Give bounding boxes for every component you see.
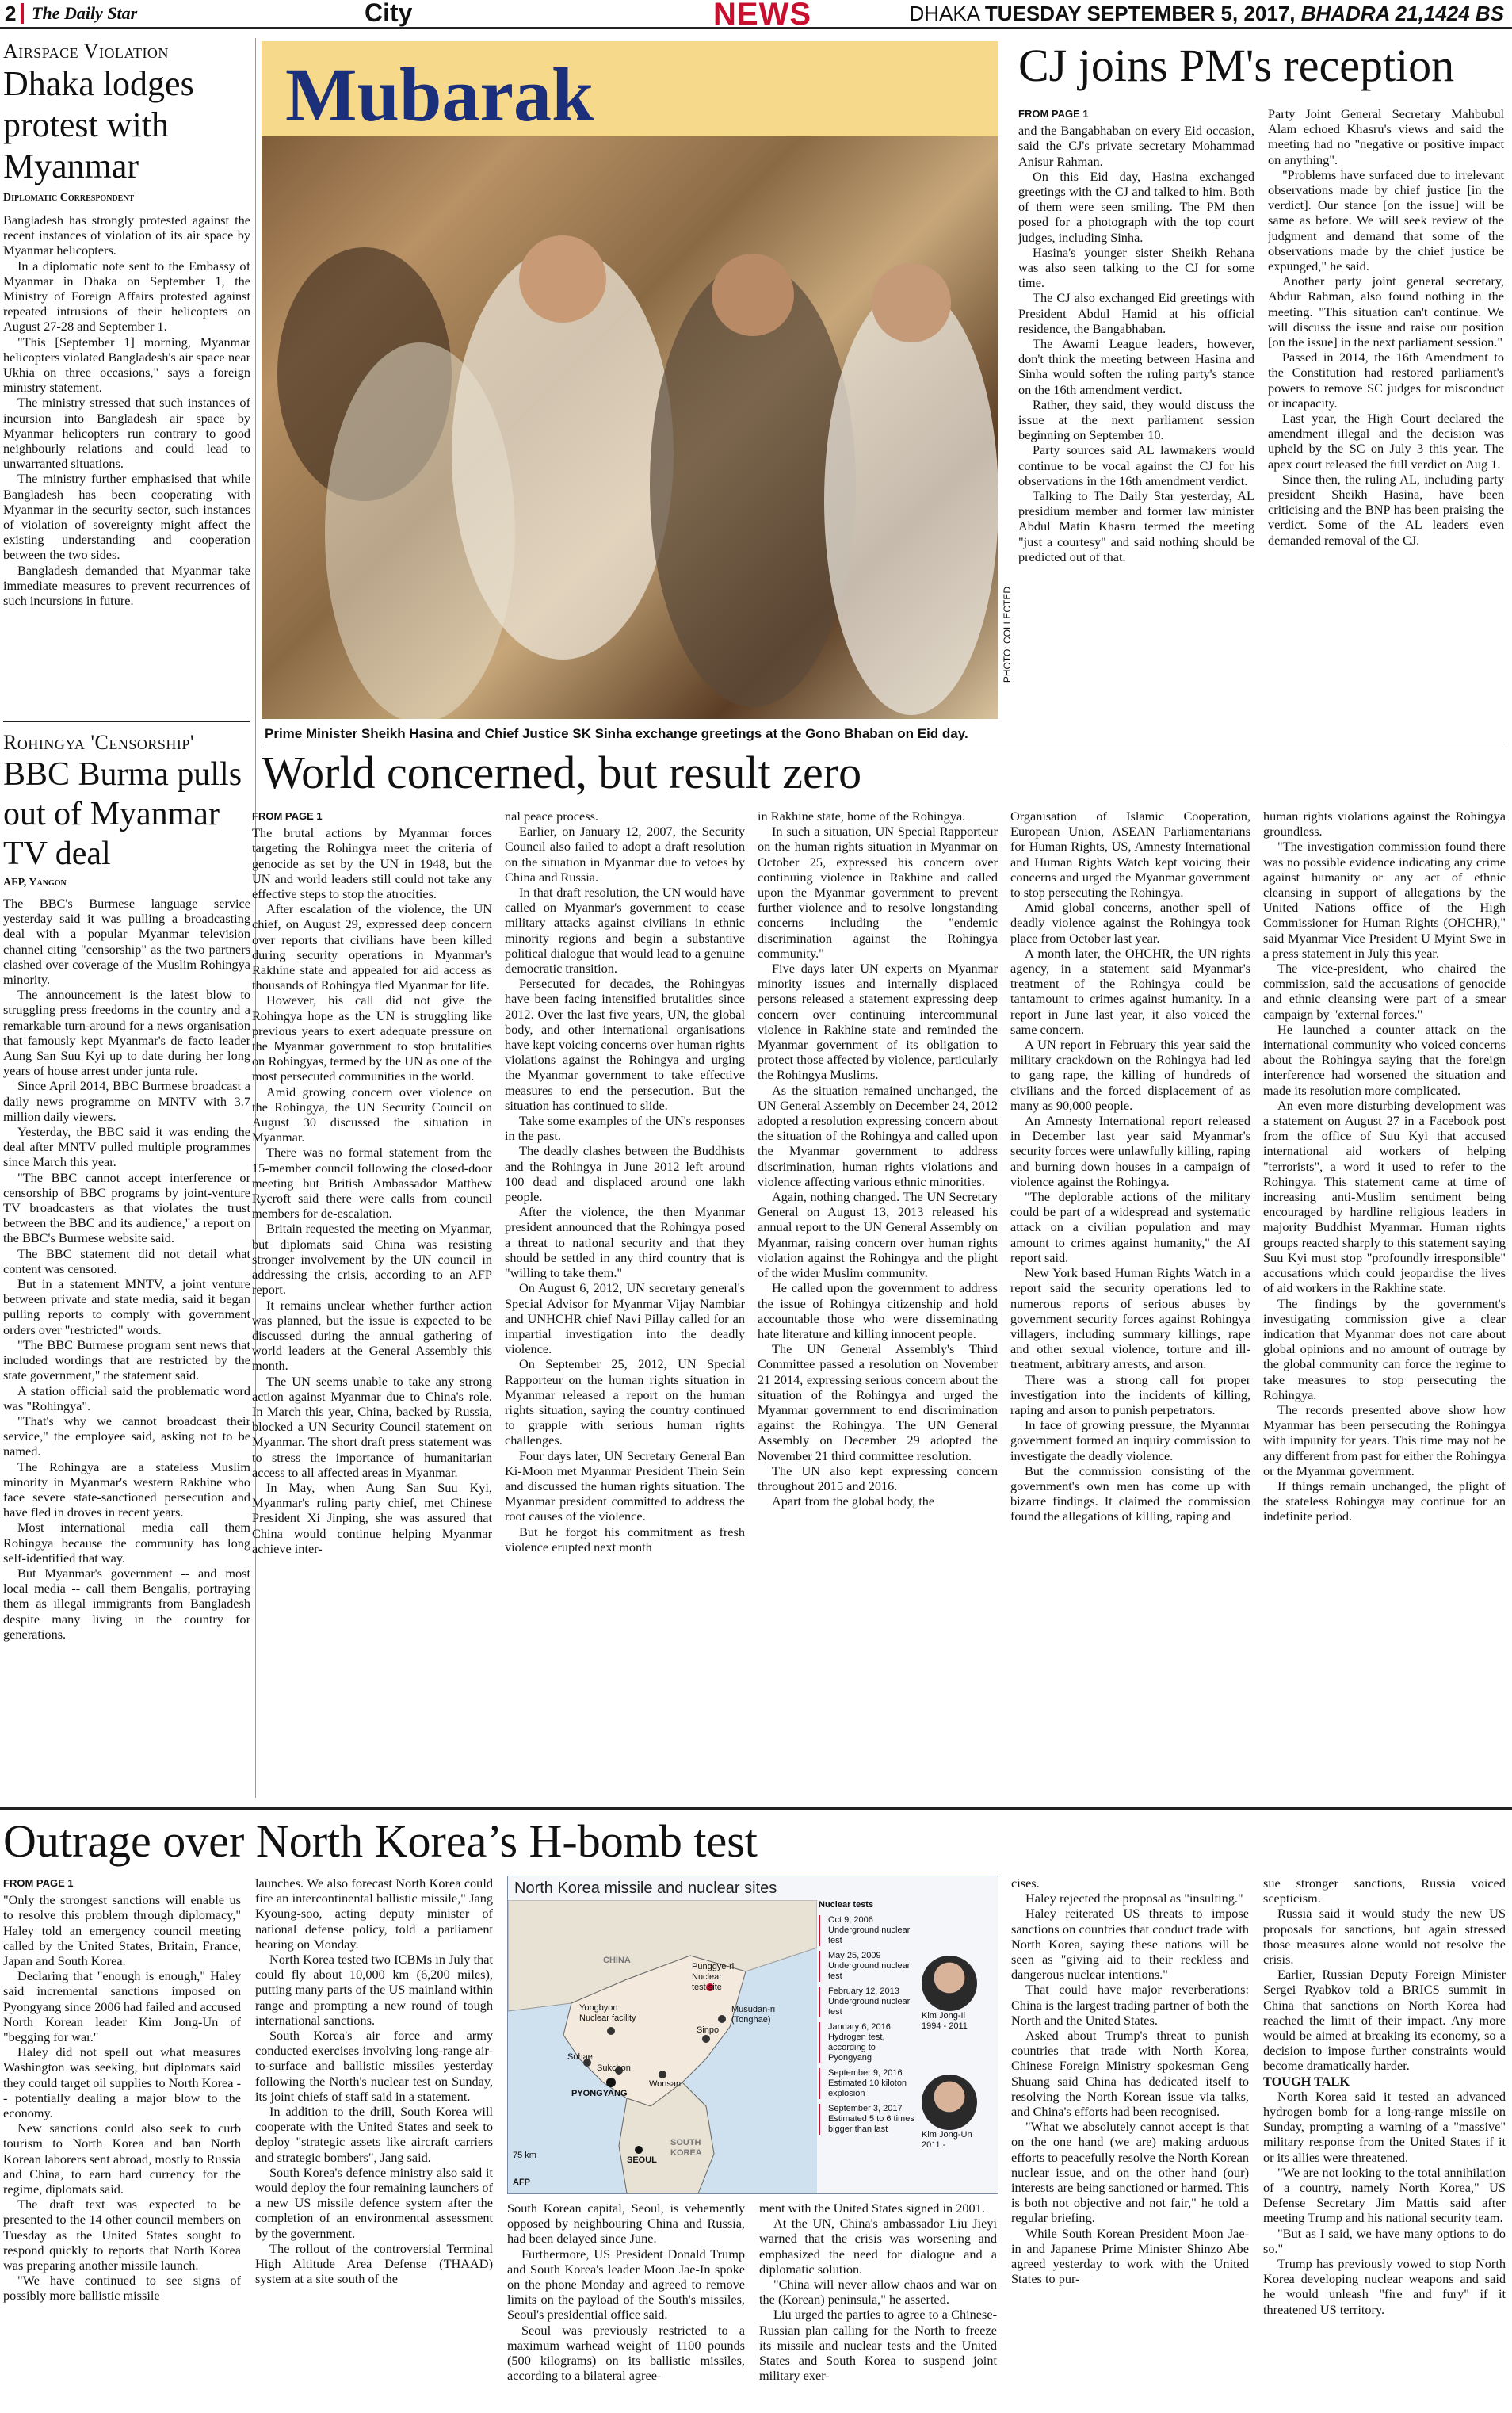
label-yongbyon: Yongbyon Nuclear facility [579,2003,636,2023]
paragraph: South Korean capital, Seoul, is vehemently opposed by neighbouring China and Russia, had been delayed since June. [507,2201,745,2247]
paragraph: The draft text was expected to be presented to the 14 other council members on Tuesday as the United States sought to respond quickly to reports that North Korea was preparing another missile launch. [3,2197,241,2273]
paragraph: The Awami League leaders, however, don't think the meeting between Hasina and Sinha would soften the ruling party's stance on the 16th amendment verdict. [1018,336,1254,397]
timeline-entry [819,1951,915,1982]
paragraph: Apart from the global body, the [772,1493,935,1509]
dateline-bangla-date: BHADRA 21,1424 BS [1300,2,1504,25]
bbc-kicker: Rohingya 'Censorship' [3,731,195,754]
dateline-place: DHAKA [909,2,979,25]
paragraph: But he forgot his commitment as fresh violence erupted next month [505,1524,745,1554]
section-label: City [365,0,413,27]
paragraph: Haley reiterated US threats to impose sanctions on countries that conduct trade with North Korea, saying these nations will be seen as "giving aid to their reckless and dangerous nuclear intentions." [1011,1906,1249,1983]
label-sohae: Sohae [567,2052,593,2062]
paragraph: Furthermore, US President Donald Trump and South Korea's leader Moon Jae-In spoke on the phone Monday and agreed to remove limits on the payload of the South's missiles, Seoul's presidential office said. [507,2246,745,2323]
paragraph: On September 25, 2012, UN Special Rapporteur on the human rights situation in Myanmar released a report on the human rights situation, saying the country continued to grapple with serious human rights challenges. [505,1356,745,1448]
photo-caption: Prime Minister Sheikh Hasina and Chief Justice SK Sinha exchange greetings at the Gono Bhaban on Eid day. [265,726,968,741]
paragraph: Since then, the ruling AL, including party president Sheikh Hasina, have been criticising and the BNP has been praising the verdict. Some of the AL leaders even demanded removal of the CJ. [1268,471,1504,548]
bbc-headline: BBC Burma pulls out of Myanmar TV deal [3,756,242,872]
paragraph: If things remain unchanged, the plight of the stateless Rohingya may continue for an indefinite period. [1263,1478,1506,1524]
paragraph: The UN seems unable to take any strong action against Myanmar due to China's role. In March this year, China, backed by Russia, blocked a UN Security Council statement on Myanmar. The short draft press statement was to stress the importance of humanitarian access to all affected areas in Myanmar. [252,1373,492,1480]
page-number: 2 [5,2,17,25]
paragraph: Amid global concerns, another spell of deadly violence against the Rohingya took place from October last year. [1010,900,1250,946]
paragraph: Last year, the High Court declared the amendment illegal and the decision was upheld by the SC on July 3 this year. The apex court released the full verdict on Aug 1. [1268,411,1504,472]
paragraph: The deadly clashes between the Buddhists and the Rohingya in June 2012 left around 100 dead and displaced around one lakh people. [505,1143,745,1205]
timeline-entry [819,2104,915,2135]
map-title: North Korea missile and nuclear sites [514,1880,777,1897]
paragraph: ment with the United States signed in 2001. [759,2201,985,2216]
paragraph: Most international media call them Rohingya because the community has long self-identified that way. [3,1520,250,1566]
timeline-desc: Underground nuclear test [828,1925,911,1945]
paragraph: Haley rejected the proposal as "insulting." [1025,1891,1243,1906]
label-wonsan: Wonsan [649,2079,682,2089]
paragraph: New sanctions could also seek to curb tourism to North Korea and ban North Korean laborers sent abroad, mostly to Russia and China, to earn hard currency for the regime, diplomats said. [3,2120,241,2197]
paragraph: In addition to the drill, South Korea will cooperate with the United States and seek to deploy "strategic assets like aircraft carriers and strategic bombers", Jang said. [255,2104,493,2165]
paragraph: "The investigation commission found there was no possible evidence indicating any crime against humanity or any act of ethnic cleansing in support of allegations by the United Nations office of the High Commissioner for Human Rights (OHCHR)," said Myanmar Vice President U Myint Swe in a press statement in July this year. [1263,839,1506,961]
paragraph: "This [September 1] morning, Myanmar helicopters violated Bangladesh's air space near Ukhia on three occasions," says a foreign ministry statement. [3,334,250,396]
paragraph: Five days later UN experts on Myanmar minority issues and internally displaced persons released a statement expressing deep concern over continuing intercommunal violence in Rakhine state and reminded the Myanmar government of its obligation to protect those affected by violence, particularly the Rohingya Muslims. [758,961,998,1083]
airspace-headline: Dhaka lodges protest with Myanmar [3,64,194,185]
paragraph: After escalation of the violence, the UN chief, on August 29, expressed deep concern over reports that civilians have been killed during security operations in Myanmar's Rakhine state and appealed for aid access as thousands of Rohingya fled Myanmar for life. [252,901,492,993]
paragraph: As the situation remained unchanged, the UN General Assembly on December 24, 2012 adopted a resolution expressing concern about the situation of the Rohingya and called upon the Myanmar government to address discrimination, human rights violations and violence affecting various ethnic minorities. [758,1082,998,1189]
paragraph: South Korea's defence ministry also said it would deploy the four remaining launchers of a new US missile defence system after the completion of an environmental assessment by the government. [255,2164,493,2241]
paragraph: A UN report in February this year said the military crackdown on the Rohingya had led to gang rape, the killing of hundreds of civilians and the forced displacement of as many as 90,000 people. [1010,1037,1250,1113]
paragraph: nal peace process. [505,809,598,824]
paragraph: The findings by the government's investigating commission give a clear indication that Myanmar does not care about global opinions and no amount of outrage by the global community can force the regime to take measures to stop persecuting the Rohingya. [1263,1295,1506,1402]
map-source: AFP [513,2178,530,2187]
timeline-date: September 9, 2016 [828,2068,903,2078]
korea-column-1 [3,1876,241,2408]
paragraph: There was a strong call for proper investigation into the incidents of killing, raping and arson to punish perpetrators. [1010,1371,1250,1417]
paragraph: Britain requested the meeting on Myanmar, but diplomats said China was resisting stronger involvement by the UN council in addressing the crisis, according to an AFP report. [252,1221,492,1298]
airspace-body [3,212,250,688]
eid-photo-illustration [262,41,998,719]
paragraph: South Korea's air force and army conducted exercises involving long-range air-to-surface and ballistic missiles yesterday following the North's nuclear test on Sunday, its joint chiefs of staff said in a statement. [255,2028,493,2104]
paragraph: While South Korean President Moon Jae-in and Japanese Prime Minister Shinzo Abe agreed yesterday to work with the United States to pur- [1011,2225,1249,2287]
paragraph: "The BBC cannot accept interference or censorship of BBC programs by joint-venture TV broadcasters as that violates the trust between the BBC and its audience," a report on the BBC's Burmese website said. [3,1169,250,1246]
nuclear-tests-timeline [819,1900,995,2190]
paragraph: On August 6, 2012, UN secretary general's Special Advisor for Myanmar Vijay Nambiar and UNHCHR chief Navi Pillay called for an impartial investigation into the deadly violence. [505,1280,745,1357]
leader-name: Kim Jong-Un [922,2130,972,2140]
airspace-byline: Diplomatic Correspondent [3,192,135,204]
label-china: CHINA [603,1956,631,1965]
dateline-date: TUESDAY SEPTEMBER 5, 2017, [984,2,1296,25]
paragraph: Hasina's younger sister Sheikh Rehana was also seen talking to the CJ for some time. [1018,244,1254,291]
dateline [910,2,1504,26]
paragraph: The UN also kept expressing concern throughout 2015 and 2016. [758,1463,998,1493]
paragraph: "China will never allow chaos and war on the (Korean) peninsula," he asserted. [759,2277,997,2308]
paragraph: The Rohingya are a stateless Muslim minority in Myanmar's western Rakhine who face severe state-sanctioned persecution and have fled in droves in recent years. [3,1459,250,1520]
korea-column-3 [507,2201,745,2408]
timeline-desc: Underground nuclear test [828,1997,911,2017]
label-seoul: SEOUL [627,2155,657,2165]
paragraph: Party sources said AL lawmakers would continue to be vocal against the CJ for his observations in the 16th amendment verdict. [1018,442,1254,488]
timeline-desc: Estimated 10 kiloton explosion [828,2078,907,2098]
photo-credit: PHOTO: COLLECTED [1002,587,1013,683]
timeline-date: September 3, 2017 [828,2104,903,2113]
paragraph: Passed in 2014, the 16th Amendment to the Constitution had restored parliament's powers to remove SC judges for misconduct or incapacity. [1268,350,1504,411]
paragraph: The ministry further emphasised that while Bangladesh has been cooperating with Myanmar in the security sector, such instances of violation of sovereignty might affect the existing understanding and cooperation between the two sides. [3,471,250,563]
leader-portrait [922,1956,993,2032]
timeline-entry [819,2068,915,2099]
timeline-entry [819,2022,915,2063]
leader-years: 1994 - 2011 [922,2021,968,2031]
bbc-body [3,896,250,1752]
paragraph: The CJ also exchanged Eid greetings with President Abdul Hamid at his official residence, the Bangabhaban. [1018,290,1254,336]
paragraph: An Amnesty International report released in December last year said Myanmar's security forces were unlawfully killing, raping and burning down houses in a campaign of violence against the Rohingya. [1010,1113,1250,1189]
paragraph: A month later, the OHCHR, the UN rights agency, in a statement said Myanmar's treatment of the Rohingya could be tantamount to crimes against humanity. In a report in June last year, it also voiced the same concern. [1010,945,1250,1037]
leader-years: 2011 - [922,2140,946,2150]
world-headline: World concerned, but result zero [262,747,862,798]
label-sinpo: Sinpo [697,2025,720,2035]
paragraph: That could have major reverberations: China is the largest trading partner of both the North and the United States. [1011,1982,1249,2028]
paragraph: North Korea tested two ICBMs in July that could fly about 10,000 km (6,200 miles), putting many parts of the US mainland within range and prompting a new round of tough international sanctions. [255,1952,493,2028]
portrait-image [922,1956,977,2011]
paragraph: Again, nothing changed. The UN Secretary General on August 13, 2013 released his annual report to the UN General Assembly on Myanmar, raising concern over human rights violation against the Rohingya and the plight of the wider Muslim community. [758,1189,998,1281]
paragraph: "That's why we cannot broadcast their service," the employee said, asking not to be named. [3,1413,250,1459]
section-divider [0,1807,1512,1810]
timeline-date: May 25, 2009 [828,1951,881,1960]
paragraph: He launched a counter attack on the international community who voiced concerns about the Rohingya saying that the foreign interference had worsened the situation and made its resolution more complicated. [1263,1021,1506,1098]
eid-photo [262,41,998,719]
cj-story [1018,41,1506,90]
paragraph: Trump has previously vowed to stop North Korea developing nuclear weapons and said he would unleash "fire and fury" if it threatened US territory. [1263,2256,1506,2317]
paragraph: Persecuted for decades, the Rohingyas have been facing intensified brutalities since 2012. Over the last five years, UN, the global body, and other international organisations have kept voicing concerns over human rights violations against the Rohingya and urging the Myanmar government to take effective measures to end the persecution. But the situation has continued to slide. [505,976,745,1113]
korea-headline: Outrage over North Korea’s H-bomb test [3,1815,758,1867]
timeline-date: January 6, 2016 [828,2022,891,2032]
label-punggye: Punggye-ri Nuclear test site [692,1962,735,1992]
paragraph: and the Bangabhaban on every Eid occasion, said the CJ's private secretary Mohammad Anisur Rahman. [1018,123,1254,169]
paragraph: In May, when Aung San Suu Kyi, Myanmar's ruling party chief, met Chinese President Xi Jinping, she was assured that China would continue helping Myanmar achieve inter- [252,1479,492,1556]
korea-column-6 [1263,1876,1506,2408]
paragraph: An even more disturbing development was a statement on August 27 in a Facebook post from the office of Suu Kyi that accused international aid workers of helping "terrorists", a word it used to refer to the Rohingya. This statement came at time of increasing anti-Muslim sentiment being encouraged by hardline religious leaders in majority Buddhist Myanmar. Human rights groups reacted sharply to this statement saying Suu Kyi must stop "profoundly irresponsible" accusations which could jeopardise the lives of aid workers in the Rakhine state. [1263,1097,1506,1296]
paragraph: On this Eid day, Hasina exchanged greetings with the CJ and talked to him. Both of them were seen smiling. The PM then posed for a photograph with the top court judges, including Sinha. [1018,168,1254,245]
korea-from-page: FROM PAGE 1 [3,1877,74,1889]
paragraph: In such a situation, UN Special Rapporteur on the human rights situation in Myanmar on October 25, expressed his concern over continuing violence in Rakhine and called upon the Myanmar government to prevent further violence and to resolve longstanding concerns including the "endemic discrimination against the Rohingya community." [758,824,998,961]
label-sukchon: Sukchon [597,2063,631,2073]
portrait-image [922,2075,977,2130]
paragraph: The UN General Assembly's Third Committee passed a resolution on November 21 2014, expressing serious concern about the situation of the Rohingya and urged the Myanmar government to end discrimination against the Rohingya. The UN General Assembly on December 29 adopted the November 21 third committee resolution. [758,1341,998,1463]
korea-column-4 [759,2201,997,2408]
paragraph: Bangladesh has strongly protested against the recent instances of violation of its air space by Myanmar helicopters. [3,212,250,258]
airspace-story [3,40,250,688]
paragraph: "The BBC Burmese program sent news that included wordings that are restricted by the state government," the statement said. [3,1337,250,1383]
paragraph: Declaring that "enough is enough," Haley said incremental sanctions imposed on Pyongyang since 2006 had failed and accused North Korean leader Kim Jong-Un of "begging for war." [3,1968,241,2045]
paragraph: The ministry stressed that such instances of incursion into Bangladesh air space by Myanmar helicopters run contrary to good neighbourly relations and could lead to unwarranted situations. [3,395,250,472]
paragraph: Haley did not spell out what measures Washington was seeking, but diplomats said they could target oil supplies to North Korea -- potentially dealing a major blow to the economy. [3,2044,241,2121]
cj-from-page: FROM PAGE 1 [1018,108,1089,120]
paragraph: In a diplomatic note sent to the Embassy of Myanmar in Dhaka on September 1, the Ministry of Foreign Affairs protested against repeated intrusions of their helicopters on August 27-28 and September 1. [3,258,250,335]
city-icon [635,2146,643,2154]
paragraph: "Only the strongest sanctions will enable us to resolve this problem through diplomacy," Haley told an emergency council meeting called by the United States, Britain, France, Japan and South Korea. [3,1892,241,1969]
paragraph: The rollout of the controversial Terminal High Altitude Area Defense (THAAD) system at a site south of the [255,2240,493,2287]
paragraph: He called upon the government to address the issue of Rohingya citizenship and hold accountable those who were disseminating hate literature and killing innocent people. [758,1280,998,1341]
mubarak-banner: Mubarak [285,52,594,137]
label-musudan: Musudan-ri (Tonghae) [731,2005,776,2025]
paragraph: "We have continued to see signs of possibly more ballistic missile [3,2273,241,2304]
label-south-korea: SOUTH KOREA [670,2138,702,2158]
paragraph: TOUGH TALK [1263,2073,1350,2089]
timeline-entry [819,1987,915,2017]
news-label: NEWS [713,0,811,32]
label-pyongyang: PYONGYANG [571,2089,628,2098]
divider [3,721,250,722]
paragraph: Russia said it would study the new US proposals for sanctions, but again stressed those measures alone would not resolve the crisis. [1263,1906,1506,1967]
bbc-story [3,731,250,1752]
paragraph: launches. We also forecast North Korea could fire an intercontinental ballistic missile," Jang Kyoung-soo, acting deputy minister of national defense policy, told a parliament hearing on Monday. [255,1876,493,1952]
timeline-date: February 12, 2013 [828,1987,899,1996]
paragraph: Party Joint General Secretary Mahbubul Alam echoed Khasru's views and said the meeting had no "negative or positive impact on anything". [1268,106,1504,167]
timeline-desc: Underground nuclear test [828,1961,911,1981]
paragraph: Talking to The Daily Star yesterday, AL presidium member and former law minister Abdul Matin Khasru termed the meeting "just a courtesy" and said nothing should be predicted out of that. [1018,488,1254,564]
paragraph: The BBC statement did not detail what content was censored. [3,1245,250,1276]
paragraph: In face of growing pressure, the Myanmar government formed an inquiry commission to investigate the deadly violence. [1010,1417,1250,1463]
paragraph: New York based Human Rights Watch in a report said the security operations led to numerous reports of serious abuses by government security forces against Rohingya villagers, including summary killings, rape and other sexual violence, torture and ill-treatment, arbitrary arrests, and arson. [1010,1265,1250,1372]
paragraph: "What we absolutely cannot accept is that on the one hand (we are) making arduous efforts to peacefully resolve the North Korean nuclear issue, and on the other hand (our) interests are being sanctioned or harmed. This is both not objective and not fair," he told a regular briefing. [1011,2119,1249,2226]
paragraph: Earlier, on January 12, 2007, the Security Council also failed to adopt a draft resolution on the situation in Myanmar due to vetoes by China and Russia. [505,824,745,885]
paragraph: A station official said the problematic word was "Rohingya". [3,1382,250,1413]
paragraph: sue stronger sanctions, Russia voiced scepticism. [1263,1876,1506,1906]
paragraph: But the commission consisting of the government's own men has come up with bizarre findings. It claimed the commission found the allegations of killing, raping and [1010,1463,1250,1524]
world-from-page: FROM PAGE 1 [252,810,323,822]
paragraph: human rights violations against the Rohingya groundless. [1263,809,1506,839]
paragraph: Liu urged the parties to agree to a Chinese-Russian plan calling for the North to freeze its missile and nuclear tests and the United States and South Korea to suspend joint military exer- [759,2307,997,2384]
map-scale: 75 km [513,2151,536,2160]
world-column-1 [252,809,492,1803]
cj-column-1 [1018,106,1254,732]
world-column-3 [758,809,998,1803]
site-icon [607,2027,615,2035]
paragraph: Rather, they said, they would discuss the issue at the next parliament session beginning on September 10. [1018,396,1254,443]
paragraph: In that draft resolution, the UN would have called on Myanmar's government to cease military attacks against civilians in ethnic minority regions and begin a substantive political dialogue that would lead to a genuine democratic transition. [505,885,745,977]
paragraph: At the UN, China's ambassador Liu Jieyi warned that the crisis was worsening and emphasized the need for dialogue and a diplomatic solution. [759,2216,997,2277]
timeline-title: Nuclear tests [819,1900,874,1910]
korea-column-2 [255,1876,493,2408]
paragraph: Another party joint general secretary, Abdur Rahman, also found nothing in the meeting. "This situation can't continue. We will discuss the issue and raise our position [on the issue] in the next parliament session." [1268,273,1504,350]
world-column-2 [505,809,745,1803]
timeline-desc: Estimated 5 to 6 times bigger than last [828,2114,914,2134]
korea-map [508,1900,817,2193]
paragraph: "The deplorable actions of the military could be part of a widespread and systematic attack on a civilian population and may amount to crimes against humanity," the AI report said. [1010,1189,1250,1265]
world-story [262,745,1506,801]
paragraph: But Myanmar's government -- and most local media -- call them Bengalis, portraying them as illegal immigrants from Bangladesh despite many living in the country for generations. [3,1565,250,1642]
paragraph: However, his call did not give the Rohingya hope as the UN is struggling like previous years to exert adequate pressure on the Myanmar government to stop brutalities on Rohingyas, termed by the UN as one of the most persecuted communities in the world. [252,992,492,1084]
paragraph: Amid growing concern over violence on the Rohingya, the UN Security Council on August 30 discussed the situation in Myanmar. [252,1084,492,1145]
paragraph: Take some examples of the UN's responses in the past. [505,1113,745,1144]
timeline-desc: Hydrogen test, according to Pyongyang [828,2033,885,2063]
masthead: The Daily Star [32,3,138,23]
paragraph: "But as I said, we have many options to do so." [1263,2225,1506,2256]
paragraph: Since April 2014, BBC Burmese broadcast a daily news programme on MNTV with 3.7 million daily viewers. [3,1078,250,1124]
page-folio [0,0,1512,32]
paragraph: Earlier, Russian Deputy Foreign Minister Sergei Ryabkov told a BRICS summit in China that sanctions on North Korea had reached the limit of their impact. Any more would be aimed at breaking its economy, so a decision to impose further constraints would become dramatically harder. [1263,1967,1506,2074]
paragraph: cises. [1011,1876,1040,1891]
cj-column-2 [1268,106,1504,732]
paragraph: After the violence, the then Myanmar president announced that the Rohingya posed a threat to national security and that they should be settled in any third country that is "willing to take them." [505,1204,745,1281]
site-icon [659,2071,666,2078]
folio-divider [21,3,24,24]
leader-name: Kim Jong-Il [922,2011,966,2021]
paragraph: "Problems have surfaced due to irrelevant observations made by chief justice [in the verdict]. Our stance [on the issue] will be same as before. We will seek review of the judgment and demand that some of the observations made by the chief justice be expunged," he said. [1268,166,1504,274]
paragraph: But in a statement MNTV, a joint venture between private and state media, said it began pulling reports to comply with government orders over "restricted" words. [3,1276,250,1337]
paragraph: There was no formal statement from the 15-member council following the closed-door meeting but British Ambassador Matthew Rycroft said there were calls from council members for de-escalation. [252,1145,492,1222]
paragraph: Bangladesh demanded that Myanmar take immediate measures to prevent recurrences of such incursions in future. [3,562,250,609]
paragraph: "We are not looking to the total annihilation of a country, namely North Korea," US Defense Secretary Jim Mattis said after meeting Trump and his national security team. [1263,2164,1506,2226]
paragraph: Four days later, UN Secretary General Ban Ki-Moon met Myanmar President Thein Sein and discussed the human rights situation. The Myanmar president committed to address the root causes of the violence. [505,1447,745,1524]
korea-column-5 [1011,1876,1249,2408]
paragraph: The announcement is the latest blow to struggling press freedoms in the country and a remarkable turn-around for a news organisation that famously kept Myanmar's de facto leader Aung San Suu Kyi up to date during her long years of house arrest under junta rule. [3,987,250,1079]
capital-icon [606,2078,616,2087]
airspace-kicker: Airspace Violation [3,40,169,63]
paragraph: in Rakhine state, home of the Rohingya. [758,809,966,824]
site-icon [702,2035,710,2043]
paragraph: It remains unclear whether further action was planned, but the issue is expected to be discussed during the annual gathering of world leaders at the General Assembly this month. [252,1297,492,1374]
paragraph: Organisation of Islamic Cooperation, European Union, ASEAN Parliamentarians for Human Rights, US, Amnesty International and Human Rights Watch kept voicing their concerns and urged the Myanmar government to stop persecuting the Rohingya. [1010,809,1250,901]
leader-portrait [922,2075,993,2151]
site-icon [718,2015,726,2023]
paragraph: North Korea said it tested an advanced hydrogen bomb for a long-range missile on Sunday, prompting a warning of a "massive" military response from the United States if it or its allies were threatened. [1263,2088,1506,2165]
korea-story [3,1812,1509,1871]
timeline-date: Oct 9, 2006 [828,1915,873,1925]
paragraph: The records presented above show how Myanmar has been persecuting the Rohingya with impunity for years. This time may not be any different from past for either the Rohingya or the Myanmar government. [1263,1402,1506,1478]
paragraph: The BBC's Burmese language service yesterday said it was pulling a broadcasting deal with a popular Myanmar television channel citing "censorship" as the two partners clashed over coverage of the Muslim Rohingya minority. [3,896,250,988]
korea-map-graphic [507,1876,998,2194]
paragraph: Asked about Trump's threat to punish countries that trade with North Korea, Chinese Foreign Ministry spokesman Geng Shuang said China has dedicated itself to resolving the North Korean issue via talks, and China's efforts had been recognised. [1011,2028,1249,2120]
paragraph: The brutal actions by Myanmar forces targeting the Rohingya meet the criteria of genocide as set by the UN in 1948, but the UN and world leaders still could not take any effective steps to stop the atrocities. [252,825,492,902]
world-column-5 [1263,809,1506,1803]
paragraph: Seoul was previously restricted to a maximum warhead weight of 1100 pounds (500 kilograms) on its ballistic missiles, according to a bilateral agree- [507,2322,745,2384]
paragraph: Yesterday, the BBC said it was ending the deal after MNTV pulled multiple programmes since March this year. [3,1124,250,1170]
bbc-byline: AFP, Yangon [3,877,67,889]
paragraph: The vice-president, who chaired the commission, said the accusations of genocide and ethnic cleansing were part of a smear campaign by "external forces." [1263,961,1506,1022]
cj-headline: CJ joins PM's reception [1018,40,1455,91]
timeline-entry [819,1915,915,1946]
world-column-4 [1010,809,1250,1803]
